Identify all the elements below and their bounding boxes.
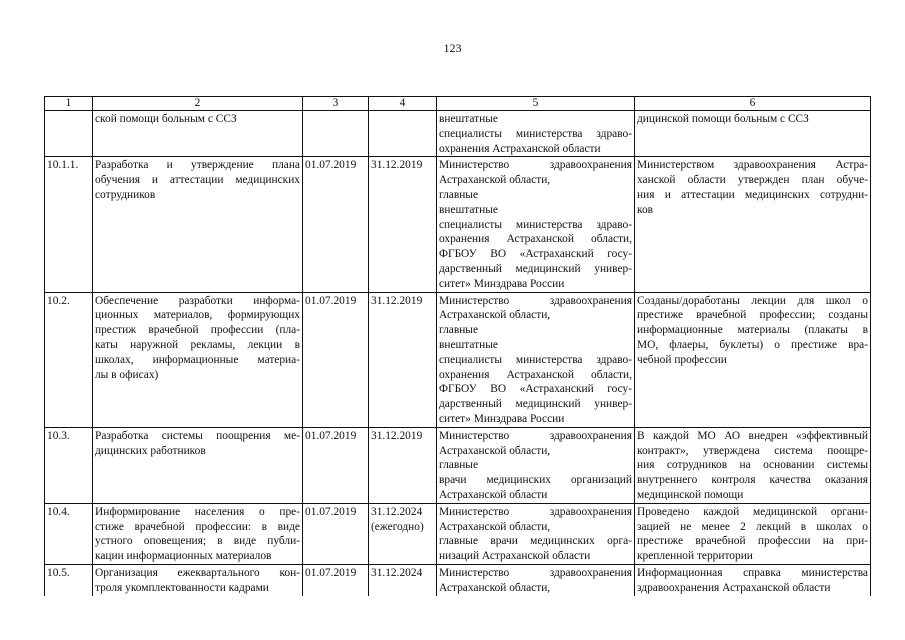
cell-line: 31.12.2024 [371, 505, 423, 518]
cell-line: крепленной территории [637, 550, 753, 563]
cell-line: Созданы/доработаны лекции для школ о [637, 294, 868, 307]
cell-line: специалисты министерства здраво- [439, 353, 632, 366]
cell-line: ков [637, 203, 654, 216]
end-date-cell [369, 292, 437, 427]
result-cell [635, 427, 871, 503]
cell-line: ханской области утвержден план обуче- [637, 174, 868, 187]
activity-name-cell [93, 292, 303, 427]
cell-line: ния сотрудников на основании системы [637, 459, 868, 472]
row-number-cell [45, 111, 93, 157]
cell-line: (ежегодно) [371, 520, 424, 533]
cell-line: 31.12.2019 [371, 294, 423, 307]
end-date-cell [369, 503, 437, 564]
activity-name-cell [93, 427, 303, 503]
cell-line: Астраханской области [439, 488, 548, 501]
cell-line: МО, флаеры, буклеты) о престиже вра- [637, 338, 868, 351]
executor-cell [437, 564, 635, 595]
cell-line: охранения Астраханской области, [439, 233, 632, 246]
executor-cell [437, 292, 635, 427]
activity-name-cell [93, 157, 303, 292]
cell-line: ния и аттестации медицинских сотрудни- [637, 188, 868, 201]
cell-line: дицинской помощи больным с ССЗ [637, 113, 809, 125]
table-row [45, 111, 871, 157]
cell-line: Разработка и утверждение плана [95, 159, 300, 172]
end-date-cell [369, 157, 437, 292]
cell-line: Астраханской области, [439, 581, 551, 594]
cell-line: 31.12.2024 [371, 566, 423, 579]
cell-line: специалисты министерства здраво- [439, 218, 632, 231]
cell-line: престиже врачебной профессии на при- [637, 535, 868, 548]
header-cell: 2 [93, 97, 303, 111]
end-date-cell [369, 427, 437, 503]
cell-line: Министерство здравоохранения [439, 294, 632, 307]
header-cell: 6 [635, 97, 871, 111]
header-cell: 5 [437, 97, 635, 111]
start-date-cell [303, 292, 369, 427]
cell-line: контракт», утверждена система поощре- [637, 444, 868, 457]
activity-name-cell [93, 503, 303, 564]
cell-line: Разработка системы поощрения ме- [95, 429, 300, 442]
cell-line: Проведено каждой медицинской органи- [637, 505, 868, 518]
cell-line: главные [439, 188, 479, 201]
header-cell: 1 [45, 97, 93, 111]
cell-line: зацией не менее 2 лекций в школах о [637, 520, 868, 533]
result-cell [635, 157, 871, 292]
cell-line: Министерство здравоохранения [439, 566, 632, 579]
row-number-cell [45, 564, 93, 595]
row-number: 10.4. [47, 505, 70, 518]
result-cell [635, 564, 871, 595]
cell-line: медицинской помощи [637, 488, 744, 501]
executor-cell [437, 111, 635, 157]
cell-line: Астраханской области, [439, 444, 551, 457]
start-date: 01.07.2019 [305, 429, 357, 442]
cell-line: Астраханской области, [439, 309, 551, 322]
cell-line: стиже врачебной профессии: в виде [95, 520, 300, 533]
cell-line: главные врачи медицинских орга- [439, 535, 632, 548]
cell-line: ской помощи больным с ССЗ [95, 113, 237, 125]
cell-line: ФГБОУ ВО «Астраханский госу- [439, 248, 632, 261]
cell-line: ционных материалов, формирующих [95, 309, 300, 322]
cell-line: Министерством здравоохранения Астра- [637, 159, 868, 172]
start-date: 01.07.2019 [305, 566, 357, 579]
executor-cell [437, 503, 635, 564]
table-row [45, 503, 871, 564]
table-row [45, 157, 871, 292]
cell-line: чебной профессии [637, 353, 727, 366]
cell-line: обучения и аттестации медицинских [95, 174, 300, 187]
cell-line: кации информационных материалов [95, 550, 272, 563]
cell-line: Министерство здравоохранения [439, 159, 632, 172]
cell-line: Организация ежеквартального кон- [95, 566, 300, 579]
cell-line: троля укомплектованности кадрами [95, 581, 269, 594]
row-number-cell [45, 292, 93, 427]
cell-line: главные [439, 324, 479, 337]
activity-name-cell [93, 111, 303, 157]
cell-line: школах, информационные материа- [95, 353, 300, 366]
cell-line: внештатные [439, 203, 498, 216]
cell-line: внештатные [439, 113, 498, 125]
row-number-cell [45, 503, 93, 564]
cell-line: ФГБОУ ВО «Астраханский госу- [439, 383, 632, 396]
cell-line: специалисты министерства здраво- [439, 127, 632, 140]
row-number-cell [45, 157, 93, 292]
executor-cell [437, 427, 635, 503]
end-date-cell [369, 564, 437, 595]
cell-line: престиж врачебной профессии (пла- [95, 324, 300, 337]
start-date: 01.07.2019 [305, 505, 357, 518]
table-body [45, 111, 871, 596]
cell-line: В каждой МО АО внедрен «эффективный [637, 429, 868, 442]
cell-line: Астраханской области, [439, 520, 551, 533]
start-date-cell [303, 564, 369, 595]
cell-line: лы в офисах) [95, 368, 159, 381]
cell-line: здравоохранения Астраханской области [637, 581, 831, 594]
cell-line: Информирование населения о пре- [95, 505, 300, 518]
cell-line: Обеспечение разработки информа- [95, 294, 300, 307]
table-row [45, 427, 871, 503]
cell-line: Астраханской области, [439, 174, 551, 187]
cell-line: главные [439, 459, 479, 472]
activity-table [44, 96, 871, 596]
cell-line: информационные материалы (плакаты в [637, 324, 868, 337]
result-cell [635, 292, 871, 427]
cell-line: ситет» Минздрава России [439, 277, 565, 290]
row-number: 10.3. [47, 429, 70, 442]
cell-line: дицинских работников [95, 444, 206, 457]
end-date-cell [369, 111, 437, 157]
cell-line: внутреннего контроля качества оказания [637, 474, 868, 487]
start-date-cell [303, 503, 369, 564]
start-date-cell [303, 157, 369, 292]
executor-cell [437, 157, 635, 292]
table-row [45, 292, 871, 427]
header-cell: 4 [369, 97, 437, 111]
row-number: 10.2. [47, 294, 70, 307]
header-cell: 3 [303, 97, 369, 111]
cell-line: 31.12.2019 [371, 429, 423, 442]
row-number-cell [45, 427, 93, 503]
row-number: 10.5. [47, 566, 70, 579]
activity-name-cell [93, 564, 303, 595]
start-date-cell [303, 111, 369, 157]
cell-line: врачи медицинских организаций [439, 474, 632, 487]
cell-line: дарственный медицинский универ- [439, 398, 632, 411]
table-header-row [45, 97, 871, 111]
cell-line: низаций Астраханской области [439, 550, 591, 563]
result-cell [635, 111, 871, 157]
cell-line: каты наружной рекламы, лекции в [95, 338, 300, 351]
cell-line: охранения Астраханской области, [439, 368, 632, 381]
table-row [45, 564, 871, 595]
cell-line: ситет» Минздрава России [439, 412, 565, 425]
cell-line: устного оповещения; в виде публи- [95, 535, 300, 548]
cell-line: внештатные [439, 338, 498, 351]
start-date: 01.07.2019 [305, 294, 357, 307]
result-cell [635, 503, 871, 564]
cell-line: охранения Астраханской области [439, 142, 601, 155]
cell-line: дарственный медицинский универ- [439, 262, 632, 275]
start-date: 01.07.2019 [305, 159, 357, 172]
cell-line: Информационная справка министерства [637, 566, 868, 579]
row-number: 10.1.1. [47, 159, 79, 172]
start-date-cell [303, 427, 369, 503]
page-number: 123 [443, 41, 462, 55]
cell-line: престиже врачебной профессии; созданы [637, 309, 868, 322]
cell-line: сотрудников [95, 188, 156, 201]
cell-line: Министерство здравоохранения [439, 429, 632, 442]
cell-line: Министерство здравоохранения [439, 505, 632, 518]
cell-line: 31.12.2019 [371, 159, 423, 172]
